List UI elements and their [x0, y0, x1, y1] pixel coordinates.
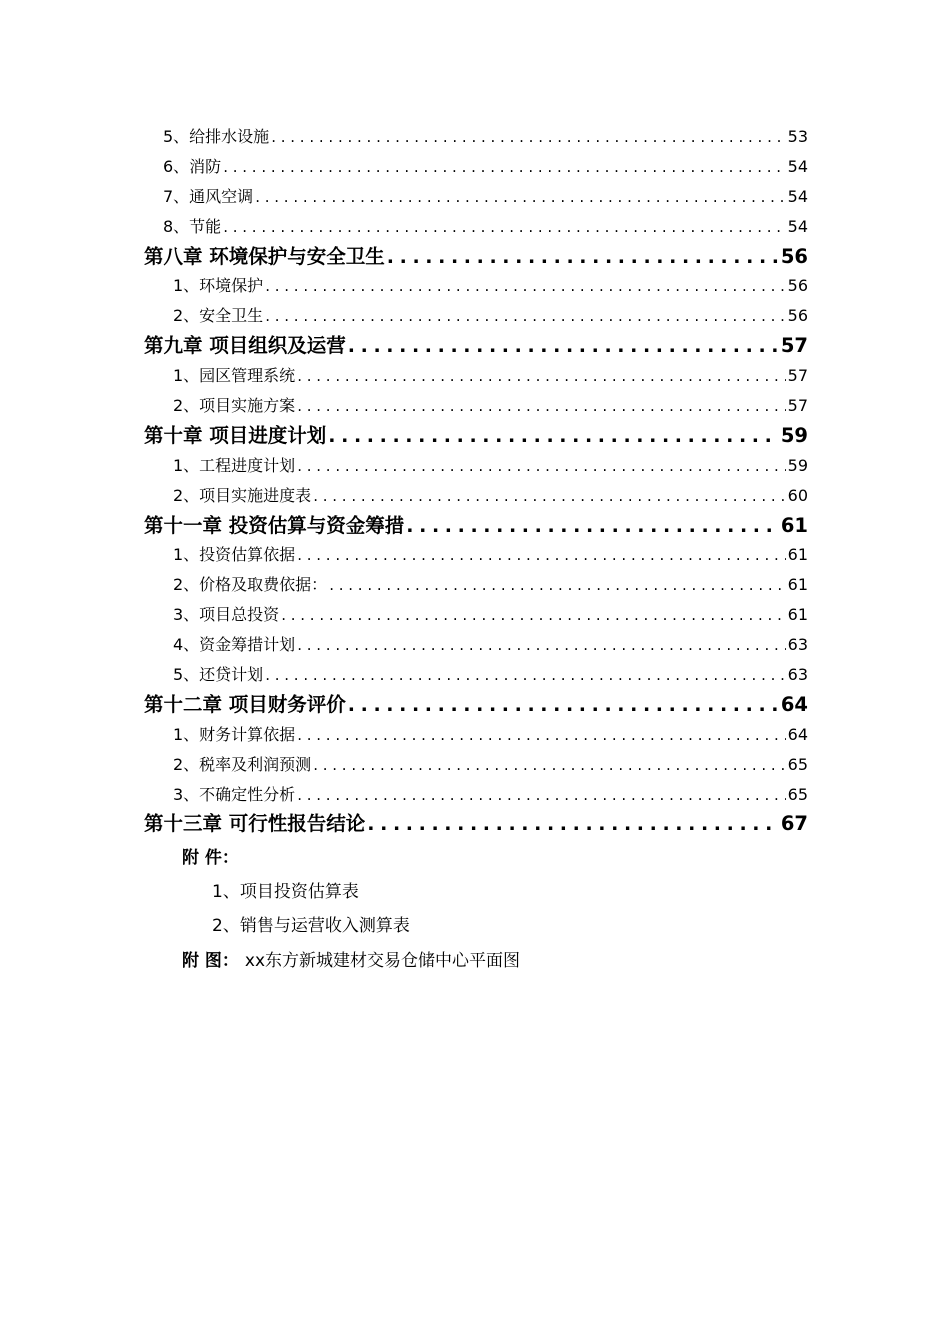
toc-chapter-title: 第十章 项目进度计划 — [144, 423, 327, 447]
toc-page-number: 61 — [780, 513, 808, 537]
toc-page-number: 56 — [787, 306, 808, 326]
toc-dot-leader — [297, 721, 785, 751]
toc-section-title: 2、安全卫生 — [173, 306, 264, 326]
toc-section-title: 2、项目实施进度表 — [173, 485, 312, 505]
toc-dot-leader — [297, 452, 785, 482]
toc-chapter-row[interactable] — [144, 809, 808, 839]
toc-dot-leader — [265, 661, 785, 691]
toc-page-number: 54 — [787, 156, 808, 176]
toc-page-number: 56 — [787, 276, 808, 296]
toc-page-number: 56 — [780, 244, 808, 268]
toc-section-row[interactable] — [144, 481, 808, 511]
attachment-item-1: 1、项目投资估算表 — [212, 882, 359, 902]
toc-section-row[interactable] — [144, 780, 808, 810]
figure-title: xx东方新城建材交易仓储中心平面图 — [244, 951, 521, 971]
toc-dot-leader — [313, 751, 785, 781]
toc-chapter-title: 第九章 项目组织及运营 — [144, 334, 346, 358]
toc-page-number: 64 — [787, 724, 808, 744]
toc-page-number: 61 — [787, 575, 808, 595]
toc-page-number: 59 — [787, 455, 808, 475]
toc-chapter-row[interactable] — [144, 421, 808, 451]
toc-dot-leader — [297, 631, 785, 661]
toc-section-title: 2、价格及取费依据： — [173, 575, 328, 595]
toc-section-row[interactable] — [144, 630, 808, 660]
toc-page-number: 54 — [787, 216, 808, 236]
toc-section-row[interactable] — [144, 122, 808, 152]
toc-page-number: 60 — [787, 485, 808, 505]
toc-dot-leader — [329, 571, 785, 601]
toc-chapter-title: 第十二章 项目财务评价 — [144, 692, 346, 716]
toc-chapter-title: 第十三章 可行性报告结论 — [144, 812, 366, 836]
toc-page-number: 54 — [787, 186, 808, 206]
toc-section-title: 3、项目总投资 — [173, 605, 280, 625]
toc-section-title: 8、节能 — [163, 216, 222, 236]
toc-dot-leader — [297, 362, 785, 392]
toc-dot-leader — [271, 123, 785, 153]
toc-page-number: 59 — [780, 423, 808, 447]
toc-dot-leader — [328, 422, 779, 452]
toc-section-title: 1、工程进度计划 — [173, 455, 296, 475]
toc-dot-leader — [387, 243, 779, 273]
toc-section-title: 1、投资估算依据 — [173, 545, 296, 565]
toc-section-row[interactable] — [144, 660, 808, 690]
toc-page-number: 65 — [787, 784, 808, 804]
toc-section-title: 1、环境保护 — [173, 276, 264, 296]
toc-section-row[interactable] — [144, 361, 808, 391]
figure-label: 附 图： — [182, 951, 239, 971]
toc-page-number: 65 — [787, 754, 808, 774]
toc-section-title: 2、项目实施方案 — [173, 396, 296, 416]
toc-section-title: 4、资金筹措计划 — [173, 635, 296, 655]
toc-section-title: 6、消防 — [163, 156, 222, 176]
toc-dot-leader — [406, 512, 779, 542]
toc-section-row[interactable] — [144, 540, 808, 570]
toc-chapter-row[interactable] — [144, 331, 808, 361]
toc-chapter-row[interactable] — [144, 242, 808, 272]
toc-dot-leader — [313, 482, 785, 512]
toc-section-title: 1、园区管理系统 — [173, 366, 296, 386]
toc-section-row[interactable] — [144, 750, 808, 780]
toc-page-number: 63 — [787, 665, 808, 685]
toc-dot-leader — [265, 272, 785, 302]
toc-dot-leader — [367, 810, 779, 840]
attachments-label: 附 件： — [182, 848, 239, 868]
toc-section-row[interactable] — [144, 451, 808, 481]
toc-section-title: 2、税率及利润预测 — [173, 754, 312, 774]
toc-section-row[interactable] — [144, 600, 808, 630]
toc-dot-leader — [297, 541, 785, 571]
toc-dot-leader — [348, 332, 779, 362]
toc-page-number: 57 — [787, 366, 808, 386]
attachment-item-2: 2、销售与运营收入测算表 — [212, 916, 410, 936]
toc-section-row[interactable] — [144, 391, 808, 421]
toc-page-number: 61 — [787, 605, 808, 625]
table-of-contents — [144, 122, 808, 839]
toc-dot-leader — [281, 601, 785, 631]
toc-page-number: 57 — [787, 396, 808, 416]
toc-chapter-title: 第八章 环境保护与安全卫生 — [144, 244, 385, 268]
toc-section-title: 3、不确定性分析 — [173, 784, 296, 804]
toc-dot-leader — [255, 183, 785, 213]
toc-section-title: 7、通风空调 — [163, 186, 254, 206]
toc-dot-leader — [223, 213, 785, 243]
toc-section-row[interactable] — [144, 152, 808, 182]
toc-page-number: 67 — [780, 812, 808, 836]
toc-section-row[interactable] — [144, 301, 808, 331]
toc-section-title: 1、财务计算依据 — [173, 724, 296, 744]
toc-page-number: 61 — [787, 545, 808, 565]
toc-page-number: 57 — [780, 334, 808, 358]
toc-section-row[interactable] — [144, 570, 808, 600]
toc-section-title: 5、还贷计划 — [173, 665, 264, 685]
toc-dot-leader — [348, 691, 779, 721]
toc-dot-leader — [297, 392, 785, 422]
toc-dot-leader — [297, 781, 785, 811]
toc-section-title: 5、给排水设施 — [163, 127, 270, 146]
toc-page-number: 63 — [787, 635, 808, 655]
toc-chapter-row[interactable] — [144, 511, 808, 541]
toc-page-number: 64 — [780, 692, 808, 716]
toc-chapter-row[interactable] — [144, 690, 808, 720]
toc-section-row[interactable] — [144, 720, 808, 750]
toc-section-row[interactable] — [144, 182, 808, 212]
toc-page-number: 53 — [787, 127, 808, 146]
figure-line — [182, 946, 520, 971]
toc-dot-leader — [223, 153, 785, 183]
toc-section-row[interactable] — [144, 212, 808, 242]
toc-section-row[interactable] — [144, 271, 808, 301]
toc-dot-leader — [265, 302, 785, 332]
toc-chapter-title: 第十一章 投资估算与资金筹措 — [144, 513, 405, 537]
